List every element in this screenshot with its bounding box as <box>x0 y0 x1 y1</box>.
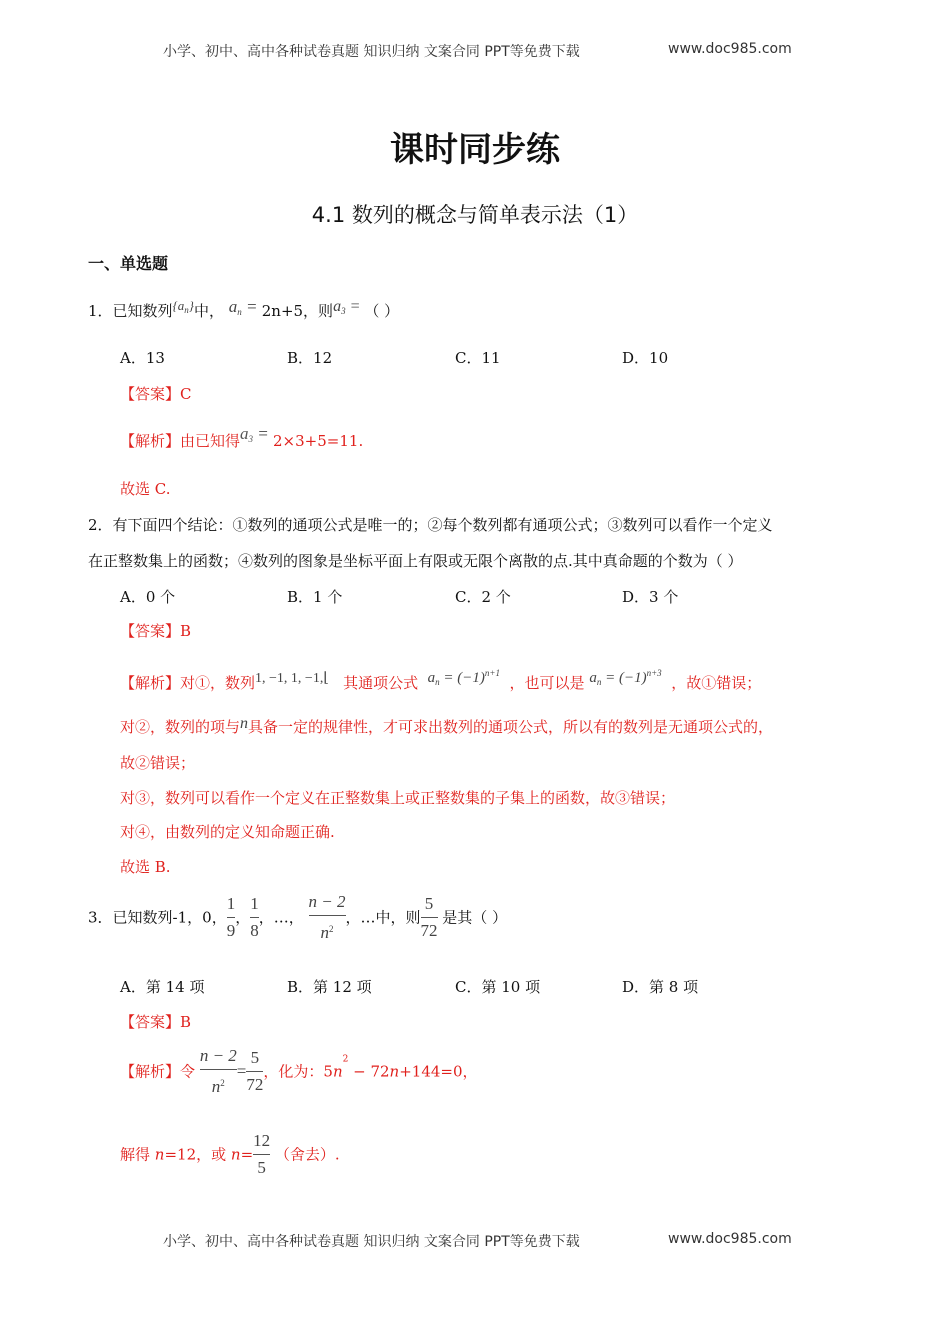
section-heading: 一、单选题 <box>88 254 169 273</box>
page-header-text: 小学、初中、高中各种试卷真题 知识归纳 文案合同 PPT等免费下载 <box>163 44 580 60</box>
q3-analysis-frac-5-72: $\frac{5}{72}$ <box>246 1048 264 1094</box>
q3-frac-1-9: $\frac{1}{9}$ <box>226 894 236 940</box>
q3-option-d[interactable]: D．第 8 项 <box>622 978 699 996</box>
q2-option-c[interactable]: C．2 个 <box>455 588 511 606</box>
q3-frac-5-72: $\frac{5}{72}$ <box>420 894 438 940</box>
page-title: 课时同步练 <box>390 130 560 170</box>
q3-option-a[interactable]: A．第 14 项 <box>120 978 205 996</box>
q1-an: $a_n$ = <box>228 297 262 317</box>
q2-formula-2: $a_n = (-1)^{n+3}$ <box>589 668 662 687</box>
q3-frac-general: $\frac{n - 2}{n^2}$ <box>308 892 346 942</box>
q1-a3: $a_3$ = <box>333 298 365 316</box>
q2-formula-1: $a_n = (-1)^{n+1}$ <box>427 668 500 687</box>
q3-solution-frac-12-5: $\frac{12}{5}$ <box>253 1131 271 1177</box>
q2-seq-example: 1, −1, 1, −1,⌊ <box>255 671 329 686</box>
question-1-stem <box>88 297 400 326</box>
q1-prefix: 1．已知数列 <box>88 302 173 320</box>
q2-analysis-3: 对③，数列可以看作一个定义在正整数集上或正整数集的子集上的函数，故③错误； <box>120 789 676 807</box>
question-2-line-2: 在正整数集上的函数；④数列的图象是坐标平面上有限或无限个离散的点.其中真命题的个数为（ ） <box>88 552 743 570</box>
q1-formula: 2n+5，则 <box>261 302 334 320</box>
q3-answer: 【答案】B <box>120 1013 192 1031</box>
q2-answer: 【答案】B <box>120 622 192 640</box>
page-footer-text: 小学、初中、高中各种试卷真题 知识归纳 文案合同 PPT等免费下载 <box>163 1234 580 1250</box>
page-header-url: www.doc985.com <box>668 41 792 57</box>
q2-option-b[interactable]: B．1 个 <box>287 588 343 606</box>
q1-conclusion: 故选 C. <box>120 480 171 498</box>
q3-solution: 解得 n=12，或 n= $\frac{12}{5}$ （舍去）. <box>120 1131 340 1177</box>
q1-option-c[interactable]: C．11 <box>455 349 501 367</box>
q2-conclusion: 故选 B. <box>120 858 171 876</box>
q3-option-b[interactable]: B．第 12 项 <box>287 978 372 996</box>
q2-analysis-2b: 故②错误； <box>120 754 196 772</box>
q2-analysis-1: 【解析】对①，数列1, −1, 1, −1,⌊ 其通项公式 $a_n = (-1)^{n+1}$ ，也可以是 $a_n = (-1)^{n+3}$ ，故①错误； <box>120 668 762 692</box>
q3-frac-1-8: $\frac{1}{8}$ <box>250 894 259 940</box>
q1-option-d[interactable]: D．10 <box>622 349 669 367</box>
q3-analysis: 【解析】令 $\frac{n - 2}{n^2}$ = $\frac{5}{72}$ ，化为：$5n^2 - 72n+144=0$， <box>120 1046 478 1096</box>
page-footer-url: www.doc985.com <box>668 1231 792 1247</box>
q2-analysis-4: 对④，由数列的定义知命题正确. <box>120 823 335 841</box>
q1-option-a[interactable]: A．13 <box>120 349 165 367</box>
question-3-stem: 3．已知数列-1，0， $\frac{1}{9}$ ， $\frac{1}{8}$ ，…， $\frac{n - 2}{n^2}$ ，…中，则 $\frac{5}{72}$ 是其（ ） <box>88 892 508 942</box>
q1-analysis: 【解析】由已知得$a_3 = 2\times 3+5=11$. <box>120 424 364 450</box>
q2-option-a[interactable]: A．0 个 <box>120 588 176 606</box>
q1-seq-notation: $\{a_n\}$ <box>172 298 194 315</box>
q1-mid: 中， <box>193 302 224 320</box>
page-subtitle: 4.1 数列的概念与简单表示法（1） <box>311 203 639 227</box>
q3-option-c[interactable]: C．第 10 项 <box>455 978 541 996</box>
q1-option-b[interactable]: B．12 <box>287 349 333 367</box>
q1-paren: （ ） <box>364 302 400 320</box>
question-2-line-1: 2．有下面四个结论：①数列的通项公式是唯一的；②每个数列都有通项公式；③数列可以看作一个定义 <box>88 516 773 534</box>
q2-analysis-2: 对②，数列的项与n具备一定的规律性，才可求出数列的通项公式，所以有的数列是无通项公式的， <box>120 715 774 736</box>
q3-analysis-frac-general: $\frac{n - 2}{n^2}$ <box>199 1046 237 1096</box>
q1-analysis-a3: $a_3$ = <box>240 424 274 444</box>
q1-answer: 【答案】C <box>120 385 192 403</box>
q2-option-d[interactable]: D．3 个 <box>622 588 679 606</box>
